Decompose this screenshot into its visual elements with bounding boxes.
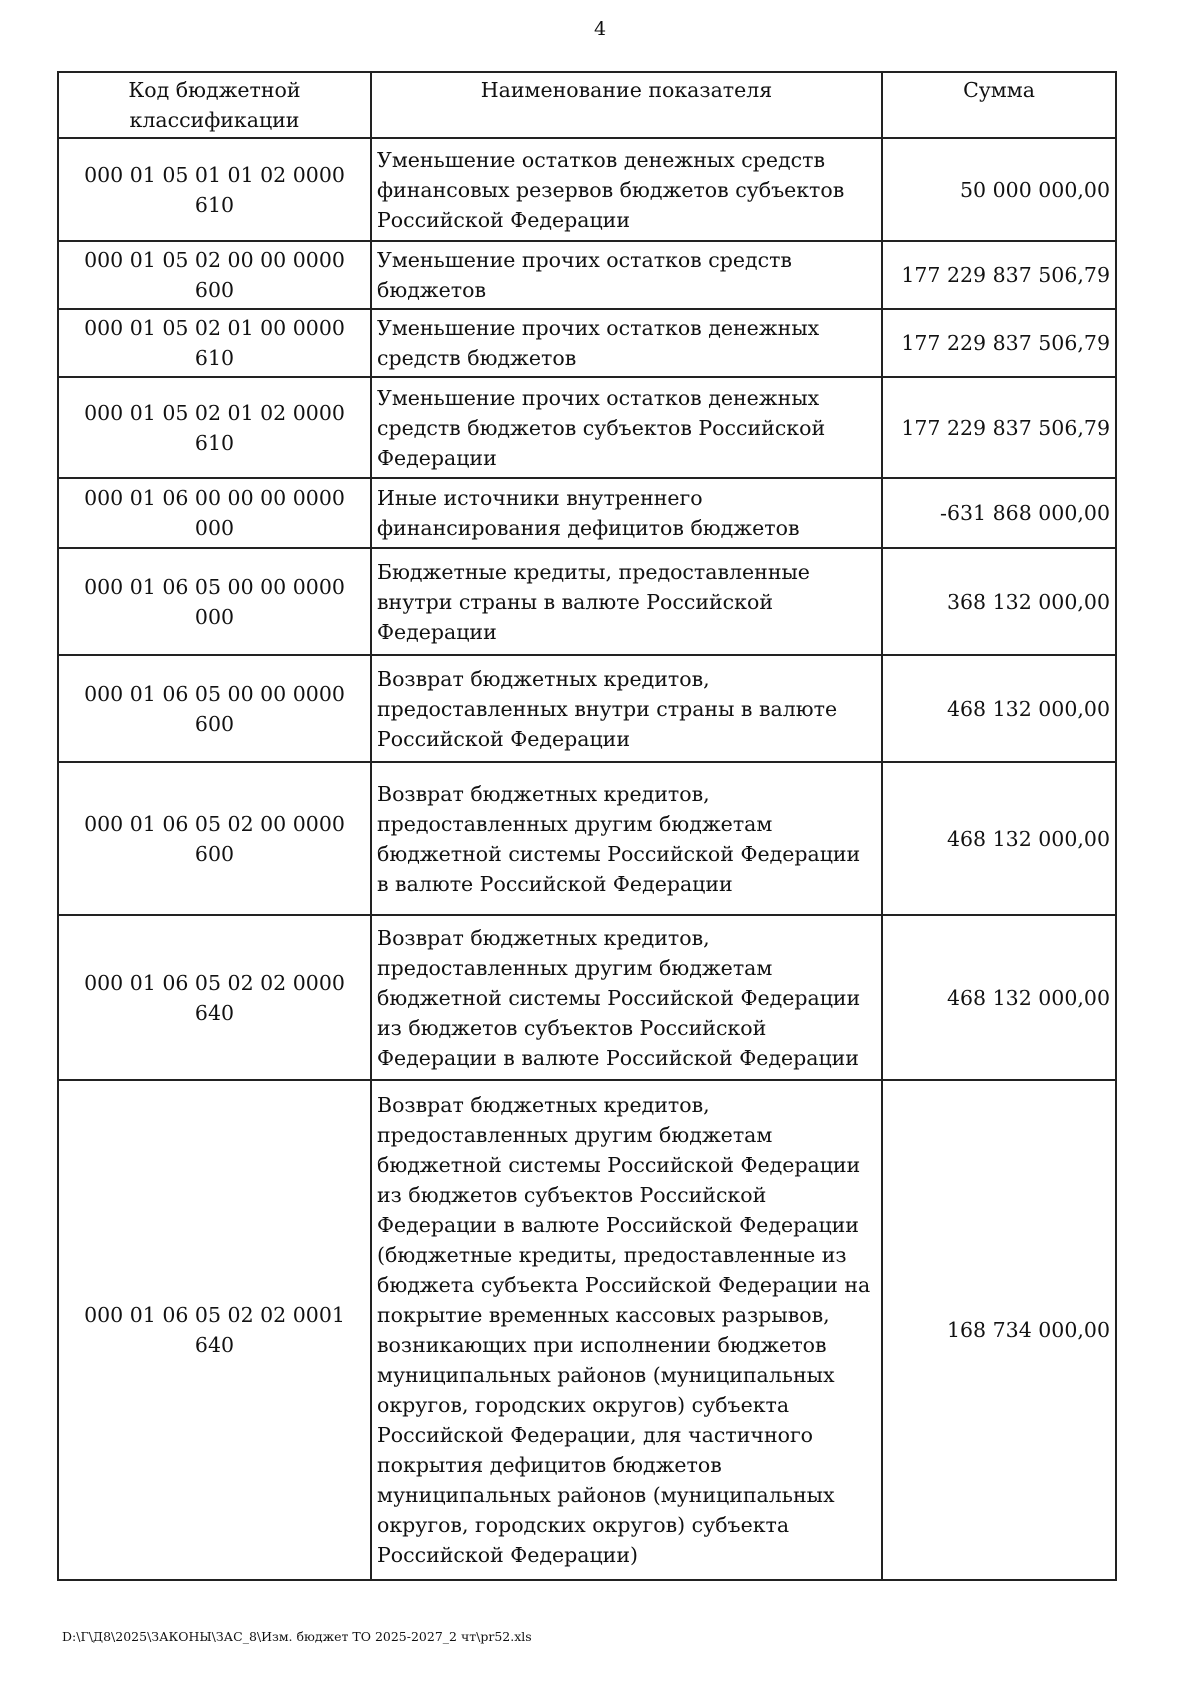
row-sum: 50 000 000,00 [882,138,1116,241]
row-name: Уменьшение прочих остатков средств бюджетов [371,241,882,309]
row-sum: 468 132 000,00 [882,762,1116,915]
row-code: 000 01 06 05 00 00 0000 000 [58,548,371,655]
table-row [58,762,1116,915]
row-code: 000 01 05 02 01 02 0000 610 [58,377,371,478]
table-header-row [58,72,1116,138]
table-row [58,655,1116,762]
row-sum: 177 229 837 506,79 [882,241,1116,309]
row-name: Бюджетные кредиты, предоставленные внутри страны в валюте Российской Федерации [371,548,882,655]
table-row [58,478,1116,548]
header-code: Код бюджетной классификации [58,72,371,138]
table-row [58,377,1116,478]
row-sum: 168 734 000,00 [882,1080,1116,1580]
row-sum: 177 229 837 506,79 [882,309,1116,377]
row-sum: -631 868 000,00 [882,478,1116,548]
budget-table [57,71,1117,1581]
row-code: 000 01 06 05 02 00 0000 600 [58,762,371,915]
row-code: 000 01 06 00 00 00 0000 000 [58,478,371,548]
row-code: 000 01 06 05 00 00 0000 600 [58,655,371,762]
row-name: Уменьшение остатков денежных средств финансовых резервов бюджетов субъектов Российской Федерации [371,138,882,241]
row-name: Уменьшение прочих остатков денежных средств бюджетов субъектов Российской Федерации [371,377,882,478]
row-code: 000 01 05 02 00 00 0000 600 [58,241,371,309]
row-code: 000 01 06 05 02 02 0000 640 [58,915,371,1080]
row-name: Возврат бюджетных кредитов, предоставленных внутри страны в валюте Российской Федерации [371,655,882,762]
table-row [58,915,1116,1080]
table-row [58,309,1116,377]
row-code: 000 01 05 02 01 00 0000 610 [58,309,371,377]
row-code: 000 01 05 01 01 02 0000 610 [58,138,371,241]
row-sum: 177 229 837 506,79 [882,377,1116,478]
row-name: Уменьшение прочих остатков денежных средств бюджетов [371,309,882,377]
table-row [58,1080,1116,1580]
row-name: Возврат бюджетных кредитов, предоставленных другим бюджетам бюджетной системы Российской Федерации в валюте Российской Федерации [371,762,882,915]
row-sum: 468 132 000,00 [882,655,1116,762]
row-sum: 368 132 000,00 [882,548,1116,655]
row-name: Иные источники внутреннего финансирования дефицитов бюджетов [371,478,882,548]
table-row [58,241,1116,309]
row-name: Возврат бюджетных кредитов, предоставленных другим бюджетам бюджетной системы Российской Федерации из бюджетов субъектов Российской Федерации в валюте Российской Федерации (бюджетные кредиты, предоставленные из бюджета субъекта Российской Федерации на покрытие временных кассовых разрывов, возникающих при исполнении бюджетов муниципальных районов (муниципальных округов, городских округов) субъекта Российской Федерации, для частичного покрытия дефицитов бюджетов муниципальных районов (муниципальных округов, городских округов) субъекта Российской Федерации) [371,1080,882,1580]
row-sum: 468 132 000,00 [882,915,1116,1080]
page-number: 4 [593,18,607,40]
header-sum: Сумма [882,72,1116,138]
row-code: 000 01 06 05 02 02 0001 640 [58,1080,371,1580]
header-name: Наименование показателя [371,72,882,138]
table-row [58,548,1116,655]
footer-file-path: D:\Г\Д8\2025\ЗАКОНЫ\ЗАС_8\Изм. бюджет ТО 2025-2027_2 чт\pr52.xls [62,1629,532,1644]
table-row [58,138,1116,241]
row-name: Возврат бюджетных кредитов, предоставленных другим бюджетам бюджетной системы Российской Федерации из бюджетов субъектов Российской Федерации в валюте Российской Федерации [371,915,882,1080]
